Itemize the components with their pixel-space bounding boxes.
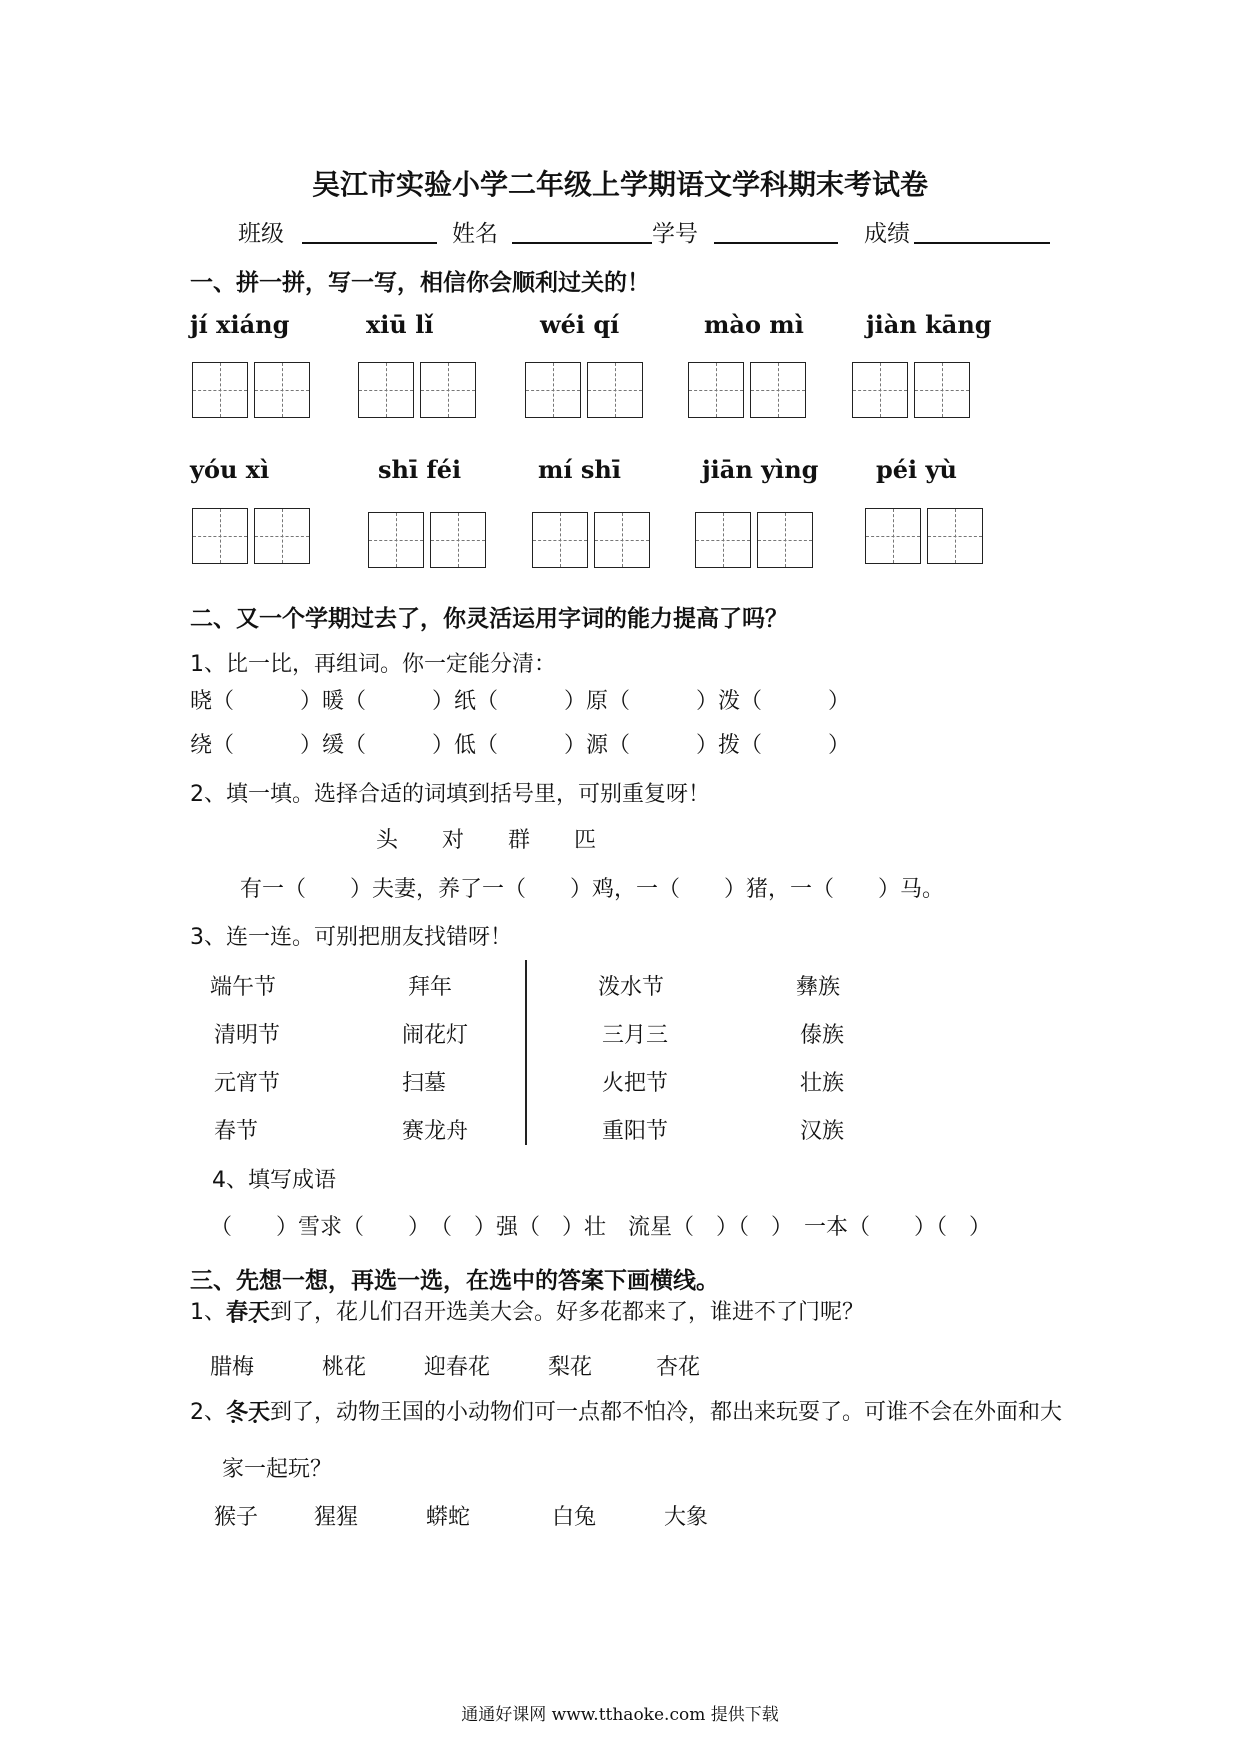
writing-grid-3[interactable] bbox=[525, 362, 649, 418]
s3-q1-option-1[interactable]: 腊梅 bbox=[210, 1355, 255, 1380]
pinyin-7: shī féi bbox=[378, 455, 462, 484]
writing-grid-8[interactable] bbox=[532, 512, 656, 568]
section3-heading: 三、先想一想，再选一选，在选中的答案下画横线。 bbox=[190, 1268, 719, 1294]
s3-q1 bbox=[190, 1295, 864, 1326]
s3-q1-option-4[interactable]: 梨花 bbox=[548, 1355, 593, 1380]
s3-q2-option-4[interactable]: 白兔 bbox=[552, 1505, 597, 1530]
page-title: 吴江市实验小学二年级上学期语文学科期末考试卷 bbox=[311, 168, 928, 201]
q3-left-b-3: 扫墓 bbox=[402, 1071, 447, 1096]
pinyin-2: xiū lǐ bbox=[366, 310, 434, 339]
writing-grid-1[interactable] bbox=[192, 362, 316, 418]
q3-left-a-2: 清明节 bbox=[214, 1023, 281, 1048]
name-blank[interactable] bbox=[512, 220, 652, 244]
name-label: 姓名 bbox=[452, 221, 498, 247]
q3-left-a-4: 春节 bbox=[214, 1119, 259, 1144]
section1-heading: 一、拼一拼，写一写，相信你会顺利过关的！ bbox=[190, 270, 650, 296]
s3-q1-emph: 春天 • • bbox=[226, 1295, 270, 1326]
q3-right-b-3: 壮族 bbox=[800, 1071, 845, 1096]
id-label: 学号 bbox=[652, 221, 698, 247]
writing-grid-9[interactable] bbox=[695, 512, 819, 568]
writing-grid-5[interactable] bbox=[852, 362, 976, 418]
s3-q2-option-2[interactable]: 猩猩 bbox=[314, 1505, 359, 1530]
pinyin-9: jiān yìng bbox=[702, 455, 819, 484]
writing-grid-2[interactable] bbox=[358, 362, 482, 418]
q3-right-b-1: 彝族 bbox=[796, 975, 841, 1000]
id-blank[interactable] bbox=[714, 220, 838, 244]
q3-left-b-4: 赛龙舟 bbox=[402, 1119, 469, 1144]
class-label: 班级 bbox=[238, 221, 284, 247]
s3-q2-text2: 家一起玩？ bbox=[222, 1457, 333, 1482]
s3-q1-prefix: 1、 bbox=[190, 1300, 226, 1325]
q2-title: 2、填一填。选择合适的词填到括号里，可别重复呀！ bbox=[190, 782, 710, 807]
q3-right-a-3: 火把节 bbox=[602, 1071, 669, 1096]
pinyin-8: mí shī bbox=[538, 455, 621, 484]
footer-credit: 通通好课网 www.tthaoke.com 提供下载 bbox=[461, 1705, 779, 1725]
writing-grid-7[interactable] bbox=[368, 512, 492, 568]
writing-grid-10[interactable] bbox=[865, 508, 989, 564]
q1-title: 1、比一比，再组词。你一定能分清： bbox=[190, 652, 556, 677]
s3-q1-option-2[interactable]: 桃花 bbox=[322, 1355, 367, 1380]
q4-line: （ ）雪求（ ） （ ）强（ ）壮 流星（ ）（ ） 一本（ ）（ ） bbox=[210, 1215, 992, 1240]
q3-left-a-1: 端午节 bbox=[210, 975, 277, 1000]
pinyin-3: wéi qí bbox=[540, 310, 620, 339]
q3-left-b-1: 拜年 bbox=[408, 975, 453, 1000]
pinyin-4: mào mì bbox=[704, 310, 804, 339]
s3-q2-option-5[interactable]: 大象 bbox=[664, 1505, 709, 1530]
divider-line bbox=[525, 960, 527, 1145]
q2-sentence: 有一（ ）夫妻，养了一（ ）鸡，一（ ）猪，一（ ）马。 bbox=[240, 877, 945, 902]
pinyin-1: jí xiáng bbox=[190, 310, 290, 339]
s3-q2-text: 到了，动物王国的小动物们可一点都不怕冷，都出来玩耍了。可谁不会在外面和大 bbox=[270, 1400, 1063, 1425]
q3-left-a-3: 元宵节 bbox=[214, 1071, 281, 1096]
writing-grid-6[interactable] bbox=[192, 508, 316, 564]
q3-right-a-2: 三月三 bbox=[602, 1023, 669, 1048]
q3-right-a-4: 重阳节 bbox=[602, 1119, 669, 1144]
q1-row2: 绕（ ）缓（ ）低（ ）源（ ）拨（ ） bbox=[190, 733, 851, 758]
section2-heading: 二、又一个学期过去了，你灵活运用字词的能力提高了吗？ bbox=[190, 606, 788, 632]
s3-q1-option-3[interactable]: 迎春花 bbox=[424, 1355, 491, 1380]
q4-title: 4、填写成语 bbox=[212, 1168, 336, 1193]
s3-q2 bbox=[190, 1395, 1062, 1426]
score-blank[interactable] bbox=[914, 220, 1050, 244]
score-label: 成绩 bbox=[864, 221, 910, 247]
s3-q2-option-3[interactable]: 蟒蛇 bbox=[426, 1505, 471, 1530]
writing-grid-4[interactable] bbox=[688, 362, 812, 418]
q3-right-b-4: 汉族 bbox=[800, 1119, 845, 1144]
q3-right-a-1: 泼水节 bbox=[598, 975, 665, 1000]
pinyin-6: yóu xì bbox=[190, 455, 270, 484]
s3-q1-option-5[interactable]: 杏花 bbox=[656, 1355, 701, 1380]
q3-left-b-2: 闹花灯 bbox=[402, 1023, 469, 1048]
s3-q1-text: 到了，花儿们召开选美大会。好多花都来了，谁进不了门呢？ bbox=[270, 1300, 865, 1325]
s3-q2-option-1[interactable]: 猴子 bbox=[214, 1505, 259, 1530]
q1-row1: 晓（ ）暖（ ）纸（ ）原（ ）泼（ ） bbox=[190, 689, 851, 714]
pinyin-5: jiàn kāng bbox=[866, 310, 992, 339]
class-blank[interactable] bbox=[302, 220, 437, 244]
s3-q2-prefix: 2、 bbox=[190, 1400, 226, 1425]
pinyin-10: péi yù bbox=[876, 455, 957, 484]
q3-title: 3、连一连。可别把朋友找错呀！ bbox=[190, 925, 512, 950]
q3-right-b-2: 傣族 bbox=[800, 1023, 845, 1048]
q2-words: 头 对 群 匹 bbox=[376, 828, 597, 853]
s3-q2-emph: 冬天 • • bbox=[226, 1395, 270, 1426]
